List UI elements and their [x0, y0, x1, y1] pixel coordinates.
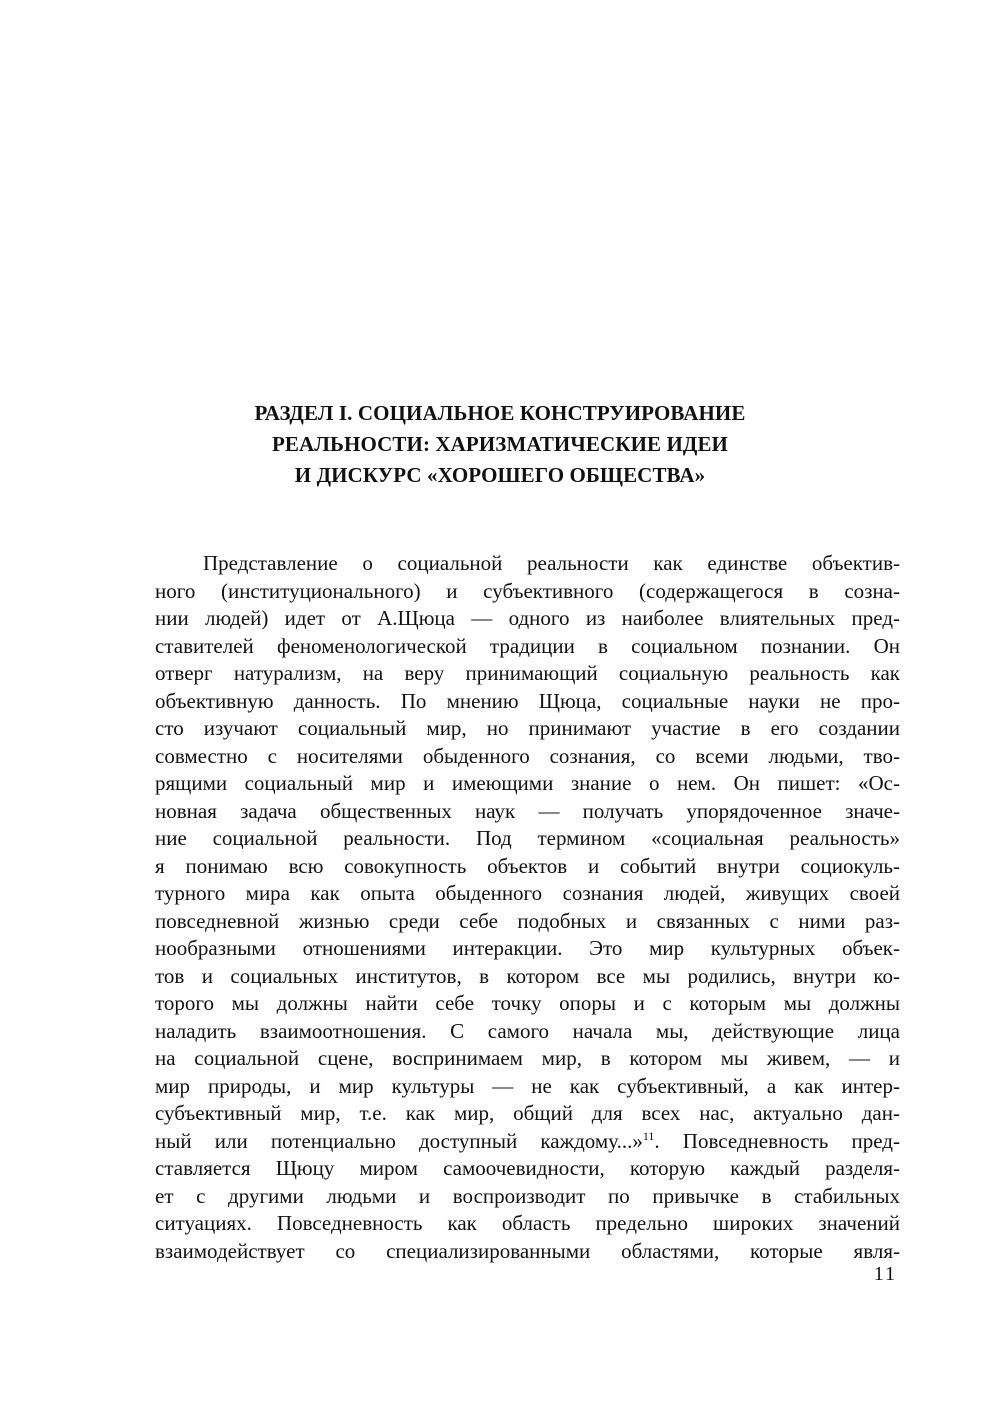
page-number: 11: [873, 1263, 897, 1285]
text-line: объективную данность. По мнению Щюца, социальные науки не про-: [155, 688, 900, 713]
heading-line: И ДИСКУРС «ХОРОШЕГО ОБЩЕСТВА»: [294, 463, 706, 487]
text-line: нообразными отношениями интеракции. Это мир культурных объек-: [155, 936, 900, 960]
text-line-with-footnote: [155, 1128, 900, 1156]
text-line: на социальной сцене, воспринимаем мир, в котором мы живем, — и: [155, 1046, 900, 1070]
text-line: ситуациях. Повседневность как область предельно широких значений: [155, 1211, 900, 1235]
heading-line: РЕАЛЬНОСТИ: ХАРИЗМАТИЧЕСКИЕ ИДЕИ: [272, 432, 728, 456]
text-line: ние социальной реальности. Под термином «социальная реальность»: [155, 826, 900, 850]
text-line: Представление о социальной реальности как единстве объектив-: [203, 551, 900, 575]
text-line: ставителей феноменологической традиции в социальном познании. Он: [155, 633, 900, 658]
text-line: новная задача общественных наук — получать упорядоченное значе-: [155, 798, 900, 823]
body-paragraph: [155, 550, 900, 1265]
quote-end: ный или потенциально доступный каждому...»: [155, 1128, 643, 1153]
text-line: взаимодействует со специализированными областями, которые явля-: [155, 1238, 900, 1263]
text-line: я понимаю всю совокупность объектов и событий внутри социокуль-: [155, 853, 900, 878]
text-line: рящими социальный мир и имеющими знание о нем. Он пишет: «Ос-: [155, 771, 900, 795]
text-line: нии людей) идет от А.Щюца — одного из наиболее влиятельных пред-: [155, 606, 900, 630]
text-line: субъективный мир, т.е. как мир, общий для всех нас, актуально дан-: [155, 1101, 900, 1125]
text-line: отверг натурализм, на веру принимающий социальную реальность как: [155, 661, 900, 685]
text-line: ного (институционального) и субъективного (содержащегося в созна-: [155, 578, 900, 603]
text-line: повседневной жизнью среди себе подобных и связанных с ними раз-: [155, 908, 900, 933]
text-line: ет с другими людьми и воспроизводит по привычке в стабильных: [155, 1183, 900, 1208]
text-line: наладить взаимоотношения. С самого начала мы, действующие лица: [155, 1018, 900, 1043]
text-line: совместно с носителями обыденного сознания, со всеми людьми, тво-: [155, 743, 900, 768]
text-line: торого мы должны найти себе точку опоры и с которым мы должны: [155, 991, 900, 1015]
text-line: турного мира как опыта обыденного сознания людей, живущих своей: [155, 881, 900, 905]
footnote-reference[interactable]: 11: [642, 1128, 655, 1143]
text-line: мир природы, и мир культуры — не как субъективный, а как интер-: [155, 1073, 900, 1098]
text-line: ставляется Щюцу миром самоочевидности, которую каждый разделя-: [155, 1156, 900, 1180]
text-line: сто изучают социальный мир, но принимают участие в его создании: [155, 716, 900, 740]
text-continuation: . Повседневность пред-: [654, 1128, 900, 1153]
text-line: тов и социальных институтов, в котором все мы родились, внутри ко-: [155, 963, 900, 988]
section-heading: [150, 398, 850, 491]
heading-line: РАЗДЕЛ I. СОЦИАЛЬНОЕ КОНСТРУИРОВАНИЕ: [254, 401, 746, 425]
